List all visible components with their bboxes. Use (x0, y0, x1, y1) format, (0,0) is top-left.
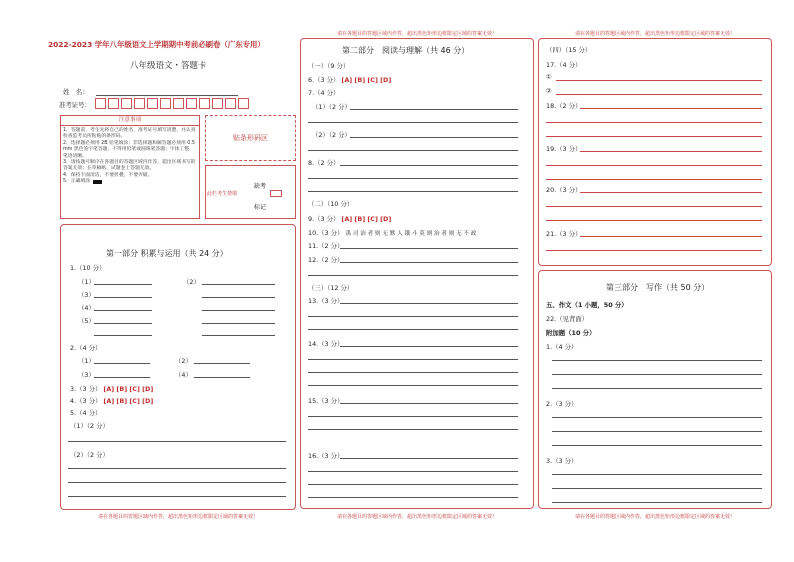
extra-question-label: 附加题（10 分） (546, 329, 596, 337)
q12-label: 12.（2 分） (308, 256, 344, 264)
answer-line[interactable] (194, 363, 250, 364)
answer-line[interactable] (308, 372, 518, 373)
q13-label: 13.（3 分） (308, 297, 344, 305)
notes-list (63, 128, 198, 186)
q11-label: 11.（2 分） (308, 242, 344, 250)
answer-line[interactable] (340, 303, 518, 304)
answer-line[interactable] (308, 429, 518, 430)
col1-warning-bottom: 请在各题目的答题区域内作答，超出黑色矩形边框限定区域的答案无效！ (97, 514, 258, 520)
answer-line[interactable] (94, 284, 152, 285)
q2-item-label: （4） (175, 371, 192, 379)
q5-sub1-label: （1）（2 分） (70, 422, 109, 430)
answer-line[interactable] (202, 335, 275, 336)
q10-label: 10.（3 分） 禹 司 治 者 则 无 默 人 饿 斗 莫 则 治 者 则 无 不 政 (308, 229, 477, 237)
answer-line[interactable] (194, 377, 250, 378)
q4-label: 4.（3 分） [A] [B] [C] [D] (70, 397, 154, 405)
q1-item-label: （2） (183, 278, 200, 286)
answer-line[interactable] (308, 497, 518, 498)
q17-circle-2: ② (546, 87, 552, 95)
id-label: 准考证号： (59, 101, 91, 109)
q5-sub2-label: （2）（2 分） (70, 451, 109, 459)
q10-sentence: 禹 司 治 者 则 无 默 人 饿 斗 莫 则 治 者 则 无 不 政 (345, 231, 477, 237)
q3-options[interactable]: [A] [B] [C] [D] (103, 385, 154, 393)
absent-mark-text-2: 标记 (254, 204, 267, 211)
exam-title: 2022-2023 学年八年级语文上学期期中考前必刷卷（广东专用） (48, 40, 265, 49)
extra-q1-label: 1.（4 分） (546, 343, 578, 351)
answer-line[interactable] (94, 310, 152, 311)
absent-label: 此栏考生禁填 (207, 191, 238, 197)
q16-label: 16.（3 分） (308, 452, 344, 460)
q1-item-label: （5） (78, 317, 95, 325)
q21-label: 21.（3 分） (546, 230, 582, 238)
answer-line[interactable] (350, 137, 518, 138)
answer-line[interactable] (546, 250, 762, 251)
col2-warning-top: 请在各题目的答题区域内作答，超出黑色矩形边框限定区域的答案无效！ (336, 31, 497, 37)
part3-title: 第三部分 写作（共 50 分） (606, 283, 710, 292)
filled-mark-sample (93, 180, 102, 184)
answer-line[interactable] (552, 417, 762, 418)
answer-line[interactable] (308, 178, 518, 179)
answer-line[interactable] (68, 496, 286, 497)
section-2-label: （二）（10 分） (308, 200, 354, 208)
answer-line[interactable] (340, 165, 518, 166)
absent-checkbox[interactable] (270, 190, 282, 197)
id-box[interactable] (199, 98, 210, 109)
answer-line[interactable] (202, 323, 275, 324)
answer-line[interactable] (546, 165, 762, 166)
id-box[interactable] (134, 98, 145, 109)
extra-q2-label: 2.（3 分） (546, 400, 578, 408)
note-item: 2．选择题必须用 2B 铅笔填涂；非选择题和解答题必须用 0.5 mm 黑色签字笔答题，不得用铅笔或圆珠笔答题；字体工整、笔迹清晰。 (63, 140, 195, 159)
answer-line[interactable] (308, 122, 518, 123)
answer-line[interactable] (546, 220, 762, 221)
answer-line[interactable] (552, 360, 762, 361)
answer-line[interactable] (552, 431, 762, 432)
q7-label: 7.（4 分） (308, 89, 340, 97)
q9-label: 9.（3 分） [A] [B] [C] [D] (308, 215, 392, 223)
q7-sub2-label: （2）（2 分） (312, 131, 351, 139)
extra-q3-label: 3.（3 分） (546, 457, 578, 465)
answer-line[interactable] (552, 445, 762, 446)
answer-line[interactable] (202, 284, 275, 285)
q1-item-label: （4） (78, 304, 95, 312)
answer-line[interactable] (580, 192, 762, 193)
answer-line[interactable] (340, 458, 518, 459)
id-box[interactable] (186, 98, 197, 109)
q2-item-label: （1） (78, 357, 95, 365)
answer-line[interactable] (308, 359, 518, 360)
part1-title: 第一部分 积累与运用（共 24 分） (106, 249, 228, 258)
id-box[interactable] (160, 98, 171, 109)
section-3-label: （三）（12 分） (308, 284, 354, 292)
answer-line[interactable] (94, 377, 150, 378)
note-item: 3．请按题号顺序在各题目的答题区域内作答，超出区域书写的答案无效；在草稿纸、试题卷上答题无效。 (63, 160, 196, 172)
answer-line[interactable] (68, 482, 286, 483)
q1-label: 1.（10 分） (70, 264, 106, 272)
answer-line[interactable] (580, 108, 762, 109)
answer-line[interactable] (340, 262, 518, 263)
id-boxes[interactable] (95, 98, 249, 109)
essay-label: 五、作文（1 小题，50 分） (546, 301, 628, 309)
q20-label: 20.（3 分） (546, 186, 582, 194)
answer-line[interactable] (308, 191, 518, 192)
answer-line[interactable] (546, 206, 762, 207)
q2-item-label: （3） (78, 371, 95, 379)
answer-line[interactable] (340, 346, 518, 347)
card-subtitle: 八年级语文・答题卡 (130, 61, 207, 71)
barcode-label: 贴条形码区 (233, 134, 268, 142)
id-box[interactable] (147, 98, 158, 109)
q19-label: 19.（3 分） (546, 145, 582, 153)
answer-line[interactable] (580, 151, 762, 152)
id-box[interactable] (108, 98, 119, 109)
note-item: 4．保持卡面清洁，不要折叠，不要弄破。 (63, 172, 153, 178)
q4-options[interactable]: [A] [B] [C] [D] (103, 397, 154, 405)
answer-line[interactable] (202, 310, 275, 311)
note-item: 5．正确填涂 (63, 179, 198, 185)
answer-line[interactable] (308, 329, 518, 330)
answer-line[interactable] (94, 323, 152, 324)
answer-line[interactable] (308, 385, 518, 386)
answer-line[interactable] (94, 335, 152, 336)
name-label: 姓 名： (63, 88, 89, 96)
answer-line[interactable] (552, 374, 762, 375)
id-box[interactable] (238, 98, 249, 109)
part2-title: 第二部分 阅读与理解（共 46 分） (342, 46, 470, 55)
q22-label: 22.（见背面） (546, 315, 589, 323)
answer-line[interactable] (308, 484, 518, 485)
q6-label: 6.（3 分） [A] [B] [C] [D] (308, 76, 392, 84)
answer-line[interactable] (546, 179, 762, 180)
q6-options[interactable]: [A] [B] [C] [D] (341, 76, 392, 84)
absent-mark-text: 缺考 (254, 183, 267, 190)
col3-warning-bottom: 请在各题目的答题区域内作答，超出黑色矩形边框限定区域的答案无效！ (574, 514, 735, 520)
q15-label: 15.（3 分） (308, 397, 344, 405)
answer-line[interactable] (308, 150, 518, 151)
section-4-label: （四）（15 分） (546, 46, 592, 54)
answer-line[interactable] (546, 122, 762, 123)
id-box[interactable] (225, 98, 236, 109)
answer-line[interactable] (546, 136, 762, 137)
col2-warning-bottom: 请在各题目的答题区域内作答，超出黑色矩形边框限定区域的答案无效！ (336, 514, 497, 520)
answer-line[interactable] (308, 275, 518, 276)
answer-line[interactable] (552, 474, 762, 475)
answer-line[interactable] (552, 502, 762, 503)
q3-label: 3.（3 分） [A] [B] [C] [D] (70, 385, 154, 393)
answer-line[interactable] (340, 403, 518, 404)
q18-label: 18.（2 分） (546, 102, 582, 110)
note-item: 1．答题前，考生先将自己的姓名、准考证号填写清楚，并认真检查监考员所粘贴的条形码。 (63, 128, 196, 140)
answer-line[interactable] (350, 109, 518, 110)
q1-item-label: （1） (78, 278, 95, 286)
q14-label: 14.（3 分） (308, 340, 344, 348)
q1-item-label: （3） (78, 291, 95, 299)
id-box[interactable] (173, 98, 184, 109)
answer-line[interactable] (308, 471, 518, 472)
answer-line[interactable] (556, 80, 762, 81)
q9-options[interactable]: [A] [B] [C] [D] (341, 215, 392, 223)
answer-line[interactable] (340, 248, 518, 249)
name-field[interactable] (96, 95, 238, 96)
answer-line[interactable] (94, 363, 150, 364)
answer-line[interactable] (68, 468, 286, 469)
answer-line[interactable] (68, 441, 286, 442)
answer-line[interactable] (308, 416, 518, 417)
answer-line[interactable] (202, 297, 275, 298)
answer-line[interactable] (556, 94, 762, 95)
section-1-label: （一）（9 分） (308, 62, 350, 70)
answer-line[interactable] (94, 297, 152, 298)
answer-line[interactable] (308, 316, 518, 317)
id-box[interactable] (212, 98, 223, 109)
answer-line[interactable] (552, 388, 762, 389)
q8-label: 8.（2 分） (308, 159, 340, 167)
q2-label: 2.（4 分） (70, 344, 102, 352)
id-box[interactable] (95, 98, 106, 109)
answer-line[interactable] (580, 236, 762, 237)
q5-label: 5.（4 分） (70, 409, 102, 417)
q17-label: 17.（4 分） (546, 61, 582, 69)
col3-warning-top: 请在各题目的答题区域内作答，超出黑色矩形边框限定区域的答案无效！ (574, 31, 735, 37)
notes-title: 注意事项 (118, 117, 142, 123)
q7-sub1-label: （1）（2 分） (312, 103, 351, 111)
q17-circle-1: ① (546, 73, 552, 81)
id-box[interactable] (121, 98, 132, 109)
answer-line[interactable] (552, 488, 762, 489)
q2-item-label: （2） (175, 357, 192, 365)
